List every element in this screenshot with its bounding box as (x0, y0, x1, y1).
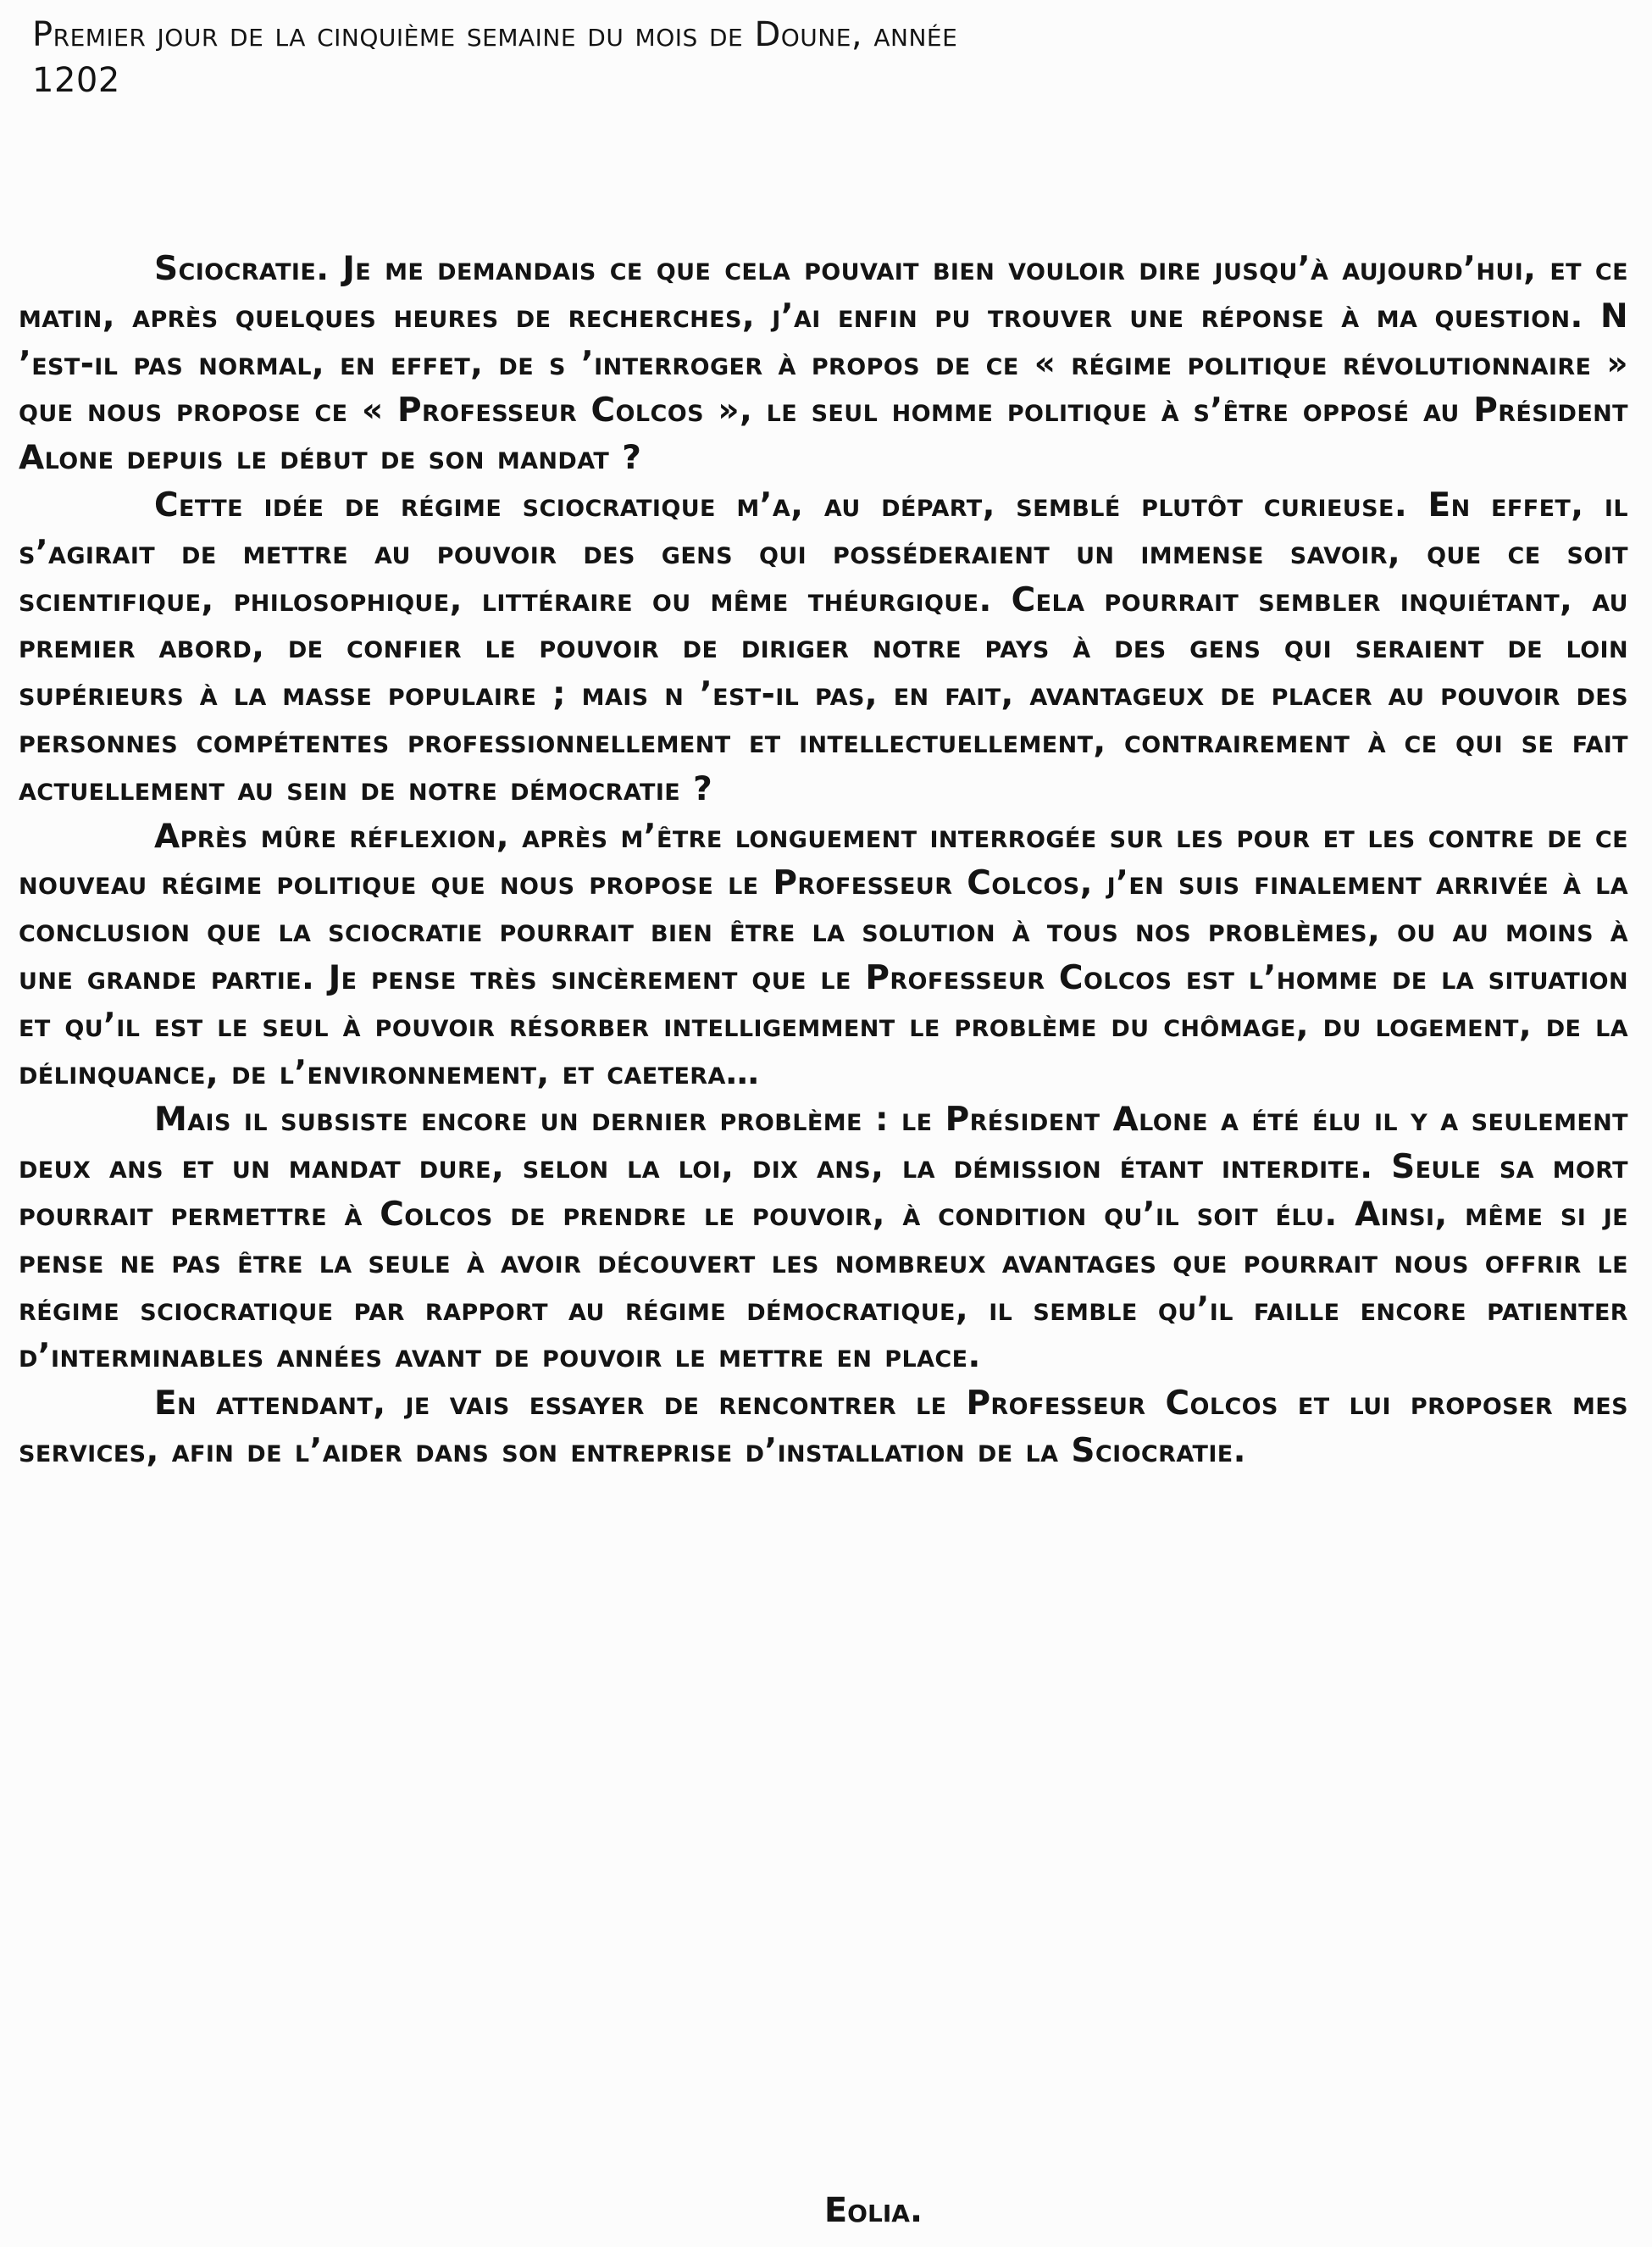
paragraph-1: Sciocratie. Je me demandais ce que cela pouvait bien vouloir dire jusqu’à aujourd’hui, et ce matin, après quelques heures de recherches, j’ai enfin pu trouver une réponse à ma question. N ’est-il pas normal, en effet, de s ’interroger à propos de ce « régime politique révolutionnaire » que nous propose ce « Professeur Colcos », le seul homme politique à s’être opposé au Président Alone depuis le début de son mandat ? (19, 250, 1628, 478)
paragraph-5: En attendant, je vais essayer de rencontrer le Professeur Colcos et lui proposer mes services, afin de l’aider dans son entreprise d’installation de la Sciocratie. (19, 1384, 1628, 1470)
date-header-line-1: Premier jour de la cinquième semaine du mois de Doune, année (32, 15, 958, 54)
letter-body (19, 246, 1628, 1475)
signature: Eolia. (823, 2191, 923, 2230)
date-header-line-2: 1202 (32, 61, 120, 100)
paragraph-3: Après mûre réflexion, après m’être longuement interrogée sur les pour et les contre de ce nouveau régime politique que nous propose le Professeur Colcos, j’en suis finalement arrivée à la conclusion que la sciocratie pourrait bien être la solution à tous nos problèmes, ou au moins à une grande partie. Je pense très sincèrement que le Professeur Colcos est l’homme de la situation et qu’il est le seul à pouvoir résorber intelligemment le problème du chômage, du logement, de la délinquance, de l’environnement, et caetera… (19, 817, 1628, 1092)
date-header (32, 12, 1608, 103)
paragraph-2: Cette idée de régime sciocratique m’a, au départ, semblé plutôt curieuse. En effet, il s’agirait de mettre au pouvoir des gens qui posséderaient un immense savoir, que ce soit scientifique, philosophique, littéraire ou même théurgique. Cela pourrait sembler inquiétant, au premier abord, de confier le pouvoir de diriger notre pays à des gens qui seraient de loin supérieurs à la masse populaire ; mais n ’est-il pas, en fait, avantageux de placer au pouvoir des personnes compétentes professionnellement et intellectuellement, contrairement à ce qui se fait actuellement au sein de notre démocratie ? (19, 485, 1628, 808)
paragraph-4: Mais il subsiste encore un dernier problème : le Président Alone a été élu il y a seulement deux ans et un mandat dure, selon la loi, dix ans, la démission étant interdite. Seule sa mort pourrait permettre à Colcos de prendre le pouvoir, à condition qu’il soit élu. Ainsi, même si je pense ne pas être la seule à avoir découvert les nombreux avantages que pourrait nous offrir le régime sciocratique par rapport au régime démocratique, il semble qu’il faille encore patienter d’interminables années avant de pouvoir le mettre en place. (19, 1101, 1628, 1376)
